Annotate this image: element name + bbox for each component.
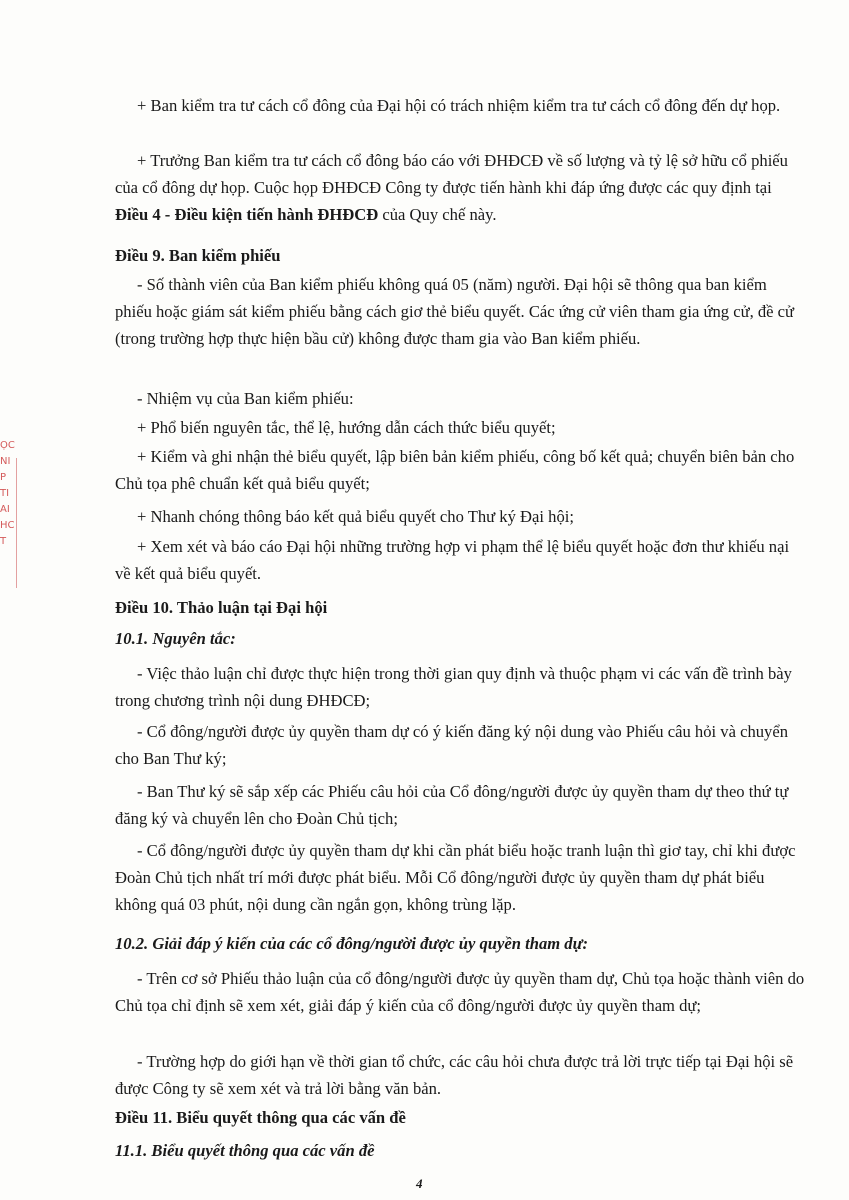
stamp-text: AI xyxy=(0,504,10,515)
subheading-10-2: 10.2. Giải đáp ý kiến của các cổ đông/người được ủy quyền tham dự: xyxy=(115,934,589,953)
paragraph-nhanh-chong: + Nhanh chóng thông báo kết quả biểu quyết cho Thư ký Đại hội; xyxy=(137,507,574,526)
paragraph-text: + Trưởng Ban kiểm tra tư cách cổ đông báo cáo với ĐHĐCĐ về số lượng và tỷ lệ sở hữu cổ phiếu của cổ đông dự họp. Cuộc họp ĐHĐCĐ Công ty được tiến hành khi đáp ứng được các quy định tại xyxy=(115,151,788,197)
subheading-10-1: 10.1. Nguyên tắc: xyxy=(115,629,236,648)
paragraph-text: của Quy chế này. xyxy=(378,205,497,224)
paragraph-phat-bieu: - Cổ đông/người được ủy quyền tham dự khi cần phát biểu hoặc tranh luận thì giơ tay, chỉ khi được Đoàn Chủ tịch nhất trí mới được phát biểu. Mỗi Cổ đông/người được ủy quyền tham dự phát biểu không quá 03 phút, nội dung cần ngắn gọn, không trùng lặp. xyxy=(115,841,796,914)
paragraph-viec-thao-luan: - Việc thảo luận chỉ được thực hiện trong thời gian quy định và thuộc phạm vi các vấn đề trình bày trong chương trình nội dung ĐHĐCĐ; xyxy=(115,664,792,710)
heading-dieu-9: Điều 9. Ban kiểm phiếu xyxy=(115,246,281,265)
heading-dieu-11: Điều 11. Biểu quyết thông qua các vấn đề xyxy=(115,1108,406,1127)
paragraph-nhiem-vu: - Nhiệm vụ của Ban kiểm phiếu: xyxy=(137,389,354,408)
subheading-11-1: 11.1. Biểu quyết thông qua các vấn đề xyxy=(115,1141,375,1160)
red-stamp-fragment xyxy=(0,438,18,598)
reference-dieu-4: Điều 4 - Điều kiện tiến hành ĐHĐCĐ xyxy=(115,205,379,224)
paragraph-kiem-ghi-nhan: + Kiểm và ghi nhận thẻ biểu quyết, lập biên bản kiểm phiếu, công bố kết quả; chuyển biên bản cho Chủ tọa phê chuẩn kết quả biểu quyết; xyxy=(115,447,795,493)
paragraph-so-thanh-vien: - Số thành viên của Ban kiểm phiếu không quá 05 (năm) người. Đại hội sẽ thông qua ban kiểm phiếu hoặc giám sát kiểm phiếu bằng cách giơ thẻ biểu quyết. Các ứng cử viên tham gia ứng cử, đề cử (trong trường hợp thực hiện bầu cử) không được tham gia vào Ban kiểm phiếu. xyxy=(115,275,795,348)
heading-dieu-10: Điều 10. Thảo luận tại Đại hội xyxy=(115,598,328,617)
stamp-text: HC xyxy=(0,520,15,531)
paragraph-truong-hop: - Trường hợp do giới hạn về thời gian tổ chức, các câu hỏi chưa được trả lời trực tiếp tại Đại hội sẽ được Công ty sẽ xem xét và trả lời bằng văn bản. xyxy=(115,1052,794,1098)
stamp-text: P xyxy=(0,472,7,483)
paragraph-tren-co-so: - Trên cơ sở Phiếu thảo luận của cổ đông/người được ủy quyền tham dự, Chủ tọa hoặc thành viên do Chủ tọa chỉ định sẽ xem xét, giải đáp ý kiến của cổ đông/người được ủy quyền tham dự; xyxy=(115,969,805,1015)
stamp-text: NI xyxy=(0,456,11,467)
stamp-text: ỌC xyxy=(0,440,15,451)
paragraph-co-dong-y-kien: - Cổ đông/người được ủy quyền tham dự có ý kiến đăng ký nội dung vào Phiếu câu hỏi và chuyển cho Ban Thư ký; xyxy=(115,722,789,768)
paragraph-ban-kiem-tra: + Ban kiểm tra tư cách cổ đông của Đại hội có trách nhiệm kiểm tra tư cách cổ đông đến dự họp. xyxy=(137,96,781,115)
page-number: 4 xyxy=(416,1176,423,1191)
stamp-text: T xyxy=(0,536,7,547)
paragraph-ban-thu-ky: - Ban Thư ký sẽ sắp xếp các Phiếu câu hỏi của Cổ đông/người được ủy quyền tham dự theo thứ tự đăng ký và chuyển lên cho Đoàn Chủ tịch; xyxy=(115,782,789,828)
paragraph-pho-bien: + Phổ biến nguyên tắc, thể lệ, hướng dẫn cách thức biểu quyết; xyxy=(137,418,556,437)
paragraph-xem-xet: + Xem xét và báo cáo Đại hội những trường hợp vi phạm thể lệ biểu quyết hoặc đơn thư khiếu nại về kết quả biểu quyết. xyxy=(115,537,790,583)
stamp-text: TI xyxy=(0,488,10,499)
paragraph-truong-ban xyxy=(115,147,805,228)
